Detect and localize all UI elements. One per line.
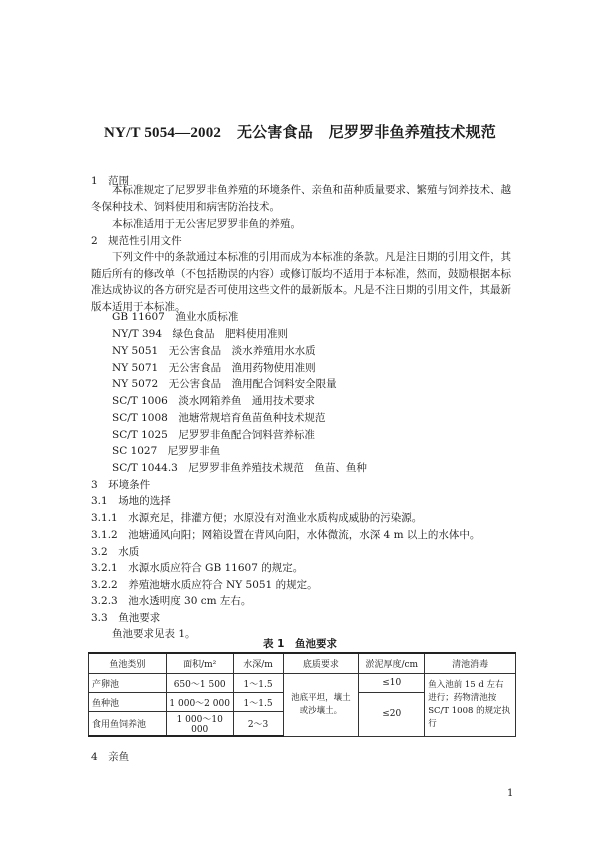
section-1-paragraph: 本标准规定了尼罗罗非鱼养殖的环境条件、亲鱼和苗种质量要求、繁殖与饲养技术、越冬保种技术、饲料使用和病害防治技术。 bbox=[91, 184, 511, 213]
section-2-paragraph: 下列文件中的条款通过本标准的引用而成为本标准的条款。凡是注日期的引用文件，其随后所有的修改单（不包括勘误的内容）或修订版均不适用于本标准，然而，鼓励根据本标准达成协议的各方研究是否可使用这些文件的最新版本。凡是不注日期的引用文件，其最新版本适用于本标准。 bbox=[91, 251, 511, 313]
section-1-scope: 本标准适用于无公害尼罗罗非鱼的养殖。 bbox=[112, 218, 301, 230]
table-cell-disinfection: 鱼入池前 15 d 左右进行；药物清池按 SC/T 1008 的规定执行 bbox=[425, 674, 516, 737]
reference-item: GB 11607 渔业水质标准 bbox=[112, 311, 239, 323]
table-cell: 1～1.5 bbox=[233, 674, 283, 693]
table-cell: ≤10 bbox=[359, 674, 425, 693]
title-part2: 尼罗罗非鱼养殖技术规范 bbox=[328, 125, 496, 141]
table-cell: ≤20 bbox=[359, 693, 425, 737]
clause-3-1-2: 3.1.2 池塘通风向阳；网箱设置在背风向阳，水体微流，水深 4 m 以上的水体中。 bbox=[91, 529, 481, 541]
section-3-3-heading: 3.3 鱼池要求 bbox=[91, 612, 161, 624]
table-cell: 1～1.5 bbox=[233, 693, 283, 712]
table-cell: 650～1 500 bbox=[166, 674, 233, 693]
reference-item: NY 5071 无公害食品 渔用药物使用准则 bbox=[112, 362, 316, 374]
table-cell: 2～3 bbox=[233, 712, 283, 737]
reference-item: SC/T 1006 淡水网箱养鱼 通用技术要求 bbox=[112, 395, 315, 407]
table-cell: 鱼种池 bbox=[89, 693, 167, 712]
section-3-heading: 3 环境条件 bbox=[91, 479, 151, 491]
clause-3-2-1: 3.2.1 水源水质应符合 GB 11607 的规定。 bbox=[91, 562, 304, 574]
reference-item: SC 1027 尼罗罗非鱼 bbox=[112, 445, 221, 457]
section-3-1-heading: 3.1 场地的选择 bbox=[91, 495, 171, 507]
table-row bbox=[89, 674, 516, 693]
reference-item: NY 5072 无公害食品 渔用配合饲料安全限量 bbox=[112, 378, 337, 390]
table-cell: 1 000～2 000 bbox=[166, 693, 233, 712]
section-1-heading: 1 范围 bbox=[91, 175, 130, 187]
reference-item: NY 5051 无公害食品 淡水养殖用水水质 bbox=[112, 345, 316, 357]
reference-item: SC/T 1044.3 尼罗罗非鱼养殖技术规范 鱼苗、鱼种 bbox=[112, 462, 367, 474]
title-part1: 无公害食品 bbox=[236, 125, 313, 141]
page-number: 1 bbox=[507, 788, 514, 799]
table-reference-text: 鱼池要求见表 1。 bbox=[112, 628, 196, 640]
clause-3-2-2: 3.2.2 养殖池塘水质应符合 NY 5051 的规定。 bbox=[91, 579, 318, 591]
reference-item: NY/T 394 绿色食品 肥料使用准则 bbox=[112, 328, 289, 340]
section-2-heading: 2 规范性引用文件 bbox=[91, 235, 182, 247]
clause-3-2-3: 3.2.3 池水透明度 30 cm 左右。 bbox=[91, 595, 252, 607]
table-header-cell: 淤泥厚度/cm bbox=[359, 653, 425, 674]
clause-3-1-1: 3.1.1 水源充足，排灌方便；水原没有对渔业水质构成威胁的污染源。 bbox=[91, 512, 423, 524]
document-title bbox=[0, 121, 600, 142]
table-cell: 产卵池 bbox=[89, 674, 167, 693]
table-cell-bottom-requirement: 池底平坦，壤土或沙壤土。 bbox=[283, 674, 359, 737]
table-header-cell: 面积/m² bbox=[166, 653, 233, 674]
table-header-row bbox=[89, 653, 516, 674]
section-3-2-heading: 3.2 水质 bbox=[91, 546, 140, 558]
reference-item: SC/T 1008 池塘常规培育鱼苗鱼种技术规范 bbox=[112, 412, 326, 424]
table-header-cell: 底质要求 bbox=[283, 653, 359, 674]
table-header-cell: 清池消毒 bbox=[425, 653, 516, 674]
table-cell: 食用鱼饲养池 bbox=[89, 712, 167, 737]
reference-item: SC/T 1025 尼罗罗非鱼配合饲料营养标准 bbox=[112, 429, 315, 441]
table-caption: 表 1 鱼池要求 bbox=[263, 638, 337, 650]
table-cell: 1 000～10 000 bbox=[166, 712, 233, 737]
fishpond-requirements-table bbox=[88, 652, 516, 737]
section-4-heading: 4 亲鱼 bbox=[91, 751, 130, 763]
table-header-cell: 鱼池类别 bbox=[89, 653, 167, 674]
table-header-cell: 水深/m bbox=[233, 653, 283, 674]
standard-code: NY/T 5054—2002 bbox=[104, 125, 222, 141]
